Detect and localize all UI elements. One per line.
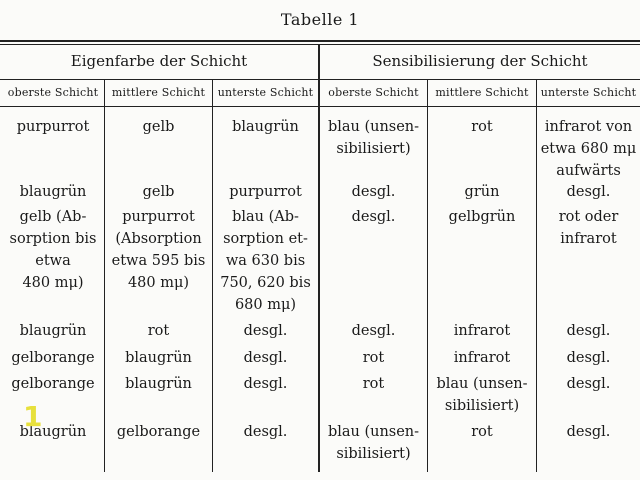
table-cell-r6-c3: desgl. bbox=[243, 376, 288, 392]
table-cell-r3-c1: gelb (Ab- sorption bis etwa 480 mμ) bbox=[9, 209, 97, 291]
group-header-sensibilisierung: Sensibilisierung der Schicht bbox=[372, 52, 588, 70]
subheader-col-3: unterste Schicht bbox=[217, 86, 314, 99]
table-cell-r2-c4: desgl. bbox=[351, 184, 396, 200]
table-cell-r5-c2: blaugrün bbox=[125, 350, 192, 366]
table-cell-r3-c3: blau (Ab- sorption et- wa 630 bis 750, 620 bis 680 mμ) bbox=[220, 209, 311, 313]
margin-mark: 1 bbox=[23, 400, 43, 433]
table-cell-r4-c1: blaugrün bbox=[19, 323, 87, 339]
table-cell-r7-c2: gelborange bbox=[116, 424, 201, 440]
table-cell-r6-c6: desgl. bbox=[566, 376, 611, 392]
table-cell-r2-c2: gelb bbox=[142, 184, 175, 200]
table-cell-r3-c6: rot oder infrarot bbox=[558, 209, 619, 247]
table-cell-r5-c4: rot bbox=[362, 350, 385, 366]
subheader-col-5: mittlere Schicht bbox=[435, 86, 529, 99]
table-cell-r1-c4: blau (unsen- sibilisiert) bbox=[327, 119, 420, 157]
top-rule-thin bbox=[0, 44, 640, 45]
table-cell-r3-c2: purpurrot (Absorption etwa 595 bis 480 mμ) bbox=[111, 209, 206, 291]
subheader-col-2: mittlere Schicht bbox=[111, 86, 206, 99]
subheader-col-6: unterste Schicht bbox=[540, 86, 637, 99]
table-cell-r7-c6: desgl. bbox=[566, 424, 611, 440]
table-cell-r1-c3: blaugrün bbox=[232, 119, 299, 135]
table-cell-r7-c5: rot bbox=[471, 424, 493, 440]
table-title: Tabelle 1 bbox=[280, 10, 360, 29]
table-cell-r1-c5: rot bbox=[471, 119, 493, 135]
table-cell-r5-c1: gelborange bbox=[11, 350, 95, 366]
table-cell-r2-c6: desgl. bbox=[566, 184, 611, 200]
subheader-col-1: oberste Schicht bbox=[7, 86, 99, 99]
table-cell-r6-c2: blaugrün bbox=[125, 376, 192, 392]
top-rule-thick bbox=[0, 40, 640, 42]
group-header-eigenfarbe: Eigenfarbe der Schicht bbox=[70, 52, 248, 70]
table-cell-r3-c5: gelbgrün bbox=[448, 209, 516, 225]
table-cell-r6-c4: rot bbox=[362, 376, 385, 392]
table-cell-r7-c3: desgl. bbox=[243, 424, 288, 440]
table-cell-r3-c4: desgl. bbox=[351, 209, 396, 225]
table-cell-r4-c5: infrarot bbox=[453, 323, 511, 339]
table-cell-r4-c4: desgl. bbox=[351, 323, 396, 339]
table-cell-r2-c3: purpurrot bbox=[229, 184, 302, 200]
table-cell-r2-c1: blaugrün bbox=[19, 184, 87, 200]
table-cell-r2-c5: grün bbox=[464, 184, 500, 200]
table-cell-r6-c1: gelborange bbox=[11, 376, 95, 392]
table-cell-r5-c3: desgl. bbox=[243, 350, 288, 366]
group-divider bbox=[318, 44, 320, 472]
table-cell-r4-c3: desgl. bbox=[243, 323, 288, 339]
table-cell-r5-c5: infrarot bbox=[453, 350, 511, 366]
table-cell-r6-c5: blau (unsen- sibilisiert) bbox=[436, 376, 528, 414]
table-cell-r1-c6: infrarot von etwa 680 mμ aufwärts bbox=[540, 119, 637, 179]
table-cell-r4-c2: rot bbox=[147, 323, 170, 339]
group-header-rule bbox=[0, 79, 640, 80]
table-cell-r5-c6: desgl. bbox=[566, 350, 611, 366]
table-cell-r7-c1: blaugrün bbox=[19, 424, 87, 440]
table-cell-r4-c6: desgl. bbox=[566, 323, 611, 339]
subheader-col-4: oberste Schicht bbox=[328, 86, 419, 99]
table-cell-r7-c4: blau (unsen- sibilisiert) bbox=[327, 424, 420, 462]
subheader-rule bbox=[0, 106, 640, 107]
table-cell-r1-c2: gelb bbox=[142, 119, 175, 135]
table-cell-r1-c1: purpurrot bbox=[16, 119, 90, 135]
